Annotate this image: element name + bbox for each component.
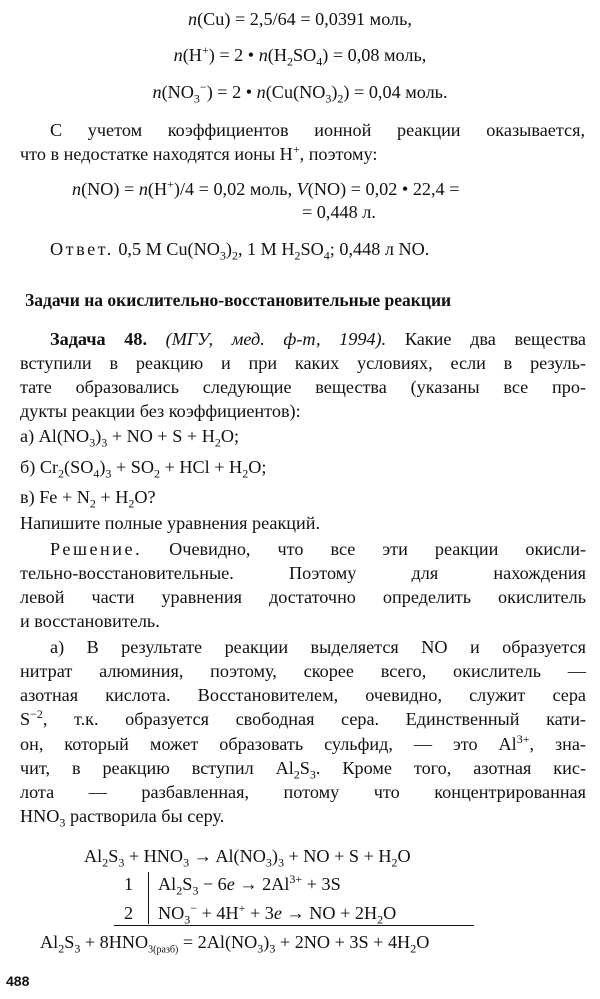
formula-n-no: n(NO) = n(H+)/4 = 0,02 моль, V(NO) = 0,02 • 22,4 = — [72, 176, 460, 199]
balance-coefficient: 1 — [124, 874, 134, 894]
formula-n-no3: $n(NO_3^-) = 2$ • $n(Cu(NO_3)_2) = 0,04$ моль. — [152, 79, 448, 106]
final-equation: $Al_2S_3 + 8HNO_{3(разб)} = 2Al(NO_3)_3 + 2NO + 3S + 4H_2O$ — [40, 932, 430, 956]
solution-line: левой части уравнения достаточно определить окислитель — [20, 587, 586, 607]
paragraph-line: что в недостатке находятся ионы H+, поэтому: — [20, 141, 378, 164]
formula-n-cu: n(Cu) = 2,5/64 = 0,0391 моль, — [188, 9, 412, 29]
instruction-line: Напишите полные уравнения реакций. — [20, 513, 321, 533]
solution-line: и восстановитель. — [20, 611, 160, 631]
item-c: в) $Fe + N_2 + H_2O$? — [20, 487, 156, 511]
formula-n-no-result: = 0,448 л. — [302, 202, 376, 222]
reaction-scheme-equation: $Al_2S_3 + HNO_3 \to Al(NO_3)_3$ + NO + $S + H_2O$ — [84, 846, 411, 870]
paragraph-line: С учетом коэффициентов ионной реакции оказывается, — [50, 120, 585, 140]
balance-horizontal-rule — [114, 925, 474, 926]
balance-vertical-divider — [148, 872, 149, 924]
answer-line: Ответ. 0,5 M $Cu(NO_3)_2$, 1 M $H_2SO_4$; 0,448 л NO. — [50, 239, 430, 263]
item-a: а) $Al(NO_3)_3$ + NO + $S + H_2O$; — [20, 426, 240, 450]
page-number: 488 — [6, 973, 30, 989]
problem-line: тате образовались следующие вещества (указаны все про- — [20, 377, 586, 397]
balance-coefficient: 2 — [124, 903, 134, 923]
part-a-line: $HNO_3$ растворила бы серу. — [20, 806, 225, 830]
section-title: Задачи на окислительно-восстановительные реакции — [25, 290, 452, 310]
part-a-line: он, который может образовать сульфид, — это $Al^{3+}$, зна- — [20, 731, 586, 754]
item-b: б) $Cr_2(SO_4)_3 + SO_2$ + HCl + $H_2O$; — [20, 457, 267, 481]
part-a-line: чит, в реакцию вступил $Al_2S_3$. Кроме того, азотная кис- — [20, 758, 586, 782]
part-a-line: $S^{-2}$, т.к. образуется свободная сера. Единственный кати- — [20, 706, 586, 729]
half-reaction-reduction: $NO_3^- + 4H^+ + 3e$ → NO + $2H_2O$ — [158, 900, 397, 927]
solution-line: тельно-восстановительные. Поэтому для нахождения — [20, 563, 586, 583]
part-a-line: нитрат алюминия, поэтому, скорее всего, окислитель — — [20, 661, 586, 681]
half-reaction-oxidation: $Al_2S_3 - 6e \to 2Al^{3+} + 3S$ — [158, 871, 341, 898]
part-a-line: лота — разбавленная, потому что концентрированная — [20, 782, 586, 802]
part-a-line: а) В результате реакции выделяется NO и образуется — [50, 637, 586, 657]
formula-n-h: n(H+) = 2 • $n(H_2SO_4) = 0,08$ моль, — [173, 42, 427, 69]
solution-line: Решение. Очевидно, что все эти реакции окисли- — [50, 539, 586, 559]
problem-line: Задача 48. (МГУ, мед. ф-т, 1994). Какие два вещества — [50, 329, 586, 349]
problem-line: дукты реакции без коэффициентов): — [20, 401, 301, 421]
problem-line: вступили в реакцию и при каких условиях, если в резуль- — [20, 353, 586, 373]
part-a-line: азотная кислота. Восстановителем, очевидно, служит сера — [20, 685, 586, 705]
